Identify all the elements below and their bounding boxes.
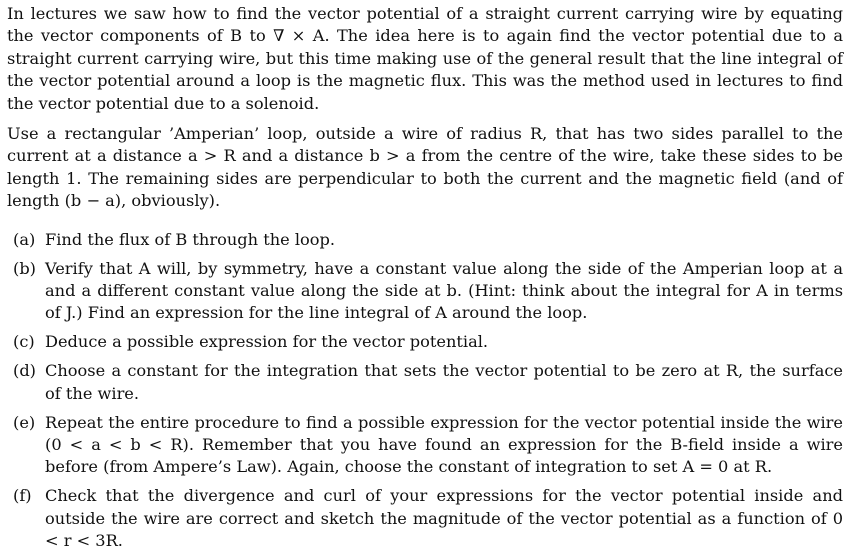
part-text: Choose a constant for the integration that sets the vector potential to be zero at R, the surface of the wire. bbox=[45, 361, 843, 403]
part-text: Repeat the entire procedure to find a possible expression for the vector potential inside the wire (0 < a < b < R). Remember that you have found an expression for the B-field inside a wire before (from Ampere’s Law). Again, choose the constant of integration to set A = 0 at R. bbox=[45, 412, 843, 477]
question-part-d bbox=[7, 360, 843, 405]
part-label: (a) bbox=[13, 229, 36, 249]
question-part-e bbox=[7, 412, 843, 479]
setup-paragraph: Use a rectangular ’Amperian’ loop, outside a wire of radius R, that has two sides parallel to the current at a distance a > R and a distance b > a from the centre of the wire, take these sides to be length 1. The remaining sides are perpendicular to both the current and the magnetic field (and of length (b − a), obviously). bbox=[7, 124, 843, 211]
question-part-b bbox=[7, 258, 843, 325]
part-label: (d) bbox=[13, 361, 36, 381]
part-label: (f) bbox=[13, 486, 32, 506]
part-label: (c) bbox=[13, 332, 35, 352]
question-part-c bbox=[7, 331, 843, 353]
intro-paragraph: In lectures we saw how to find the vector potential of a straight current carrying wire by equating the vector components of B to ∇ × A. The idea here is to again find the vector potential due to a straight current carrying wire, but this time making use of the general result that the line integral of the vector potential around a loop is the magnetic flux. This was the method used in lectures to find the vector potential due to a solenoid. bbox=[7, 4, 843, 113]
part-text: Verify that A will, by symmetry, have a constant value along the side of the Amperian loop at a and a different constant value along the side at b. (Hint: think about the integral for A in terms of J.) Find an expression for the line integral of A around the loop. bbox=[45, 258, 843, 323]
part-label: (b) bbox=[13, 258, 36, 278]
question-part-a bbox=[7, 229, 843, 251]
part-label: (e) bbox=[13, 412, 36, 432]
part-text: Deduce a possible expression for the vector potential. bbox=[45, 332, 489, 352]
part-text: Find the flux of B through the loop. bbox=[45, 229, 336, 249]
question-parts-list bbox=[7, 229, 843, 552]
part-text: Check that the divergence and curl of your expressions for the vector potential inside and outside the wire are correct and sketch the magnitude of the vector potential as a function of 0 < r < 3R. bbox=[45, 486, 843, 551]
